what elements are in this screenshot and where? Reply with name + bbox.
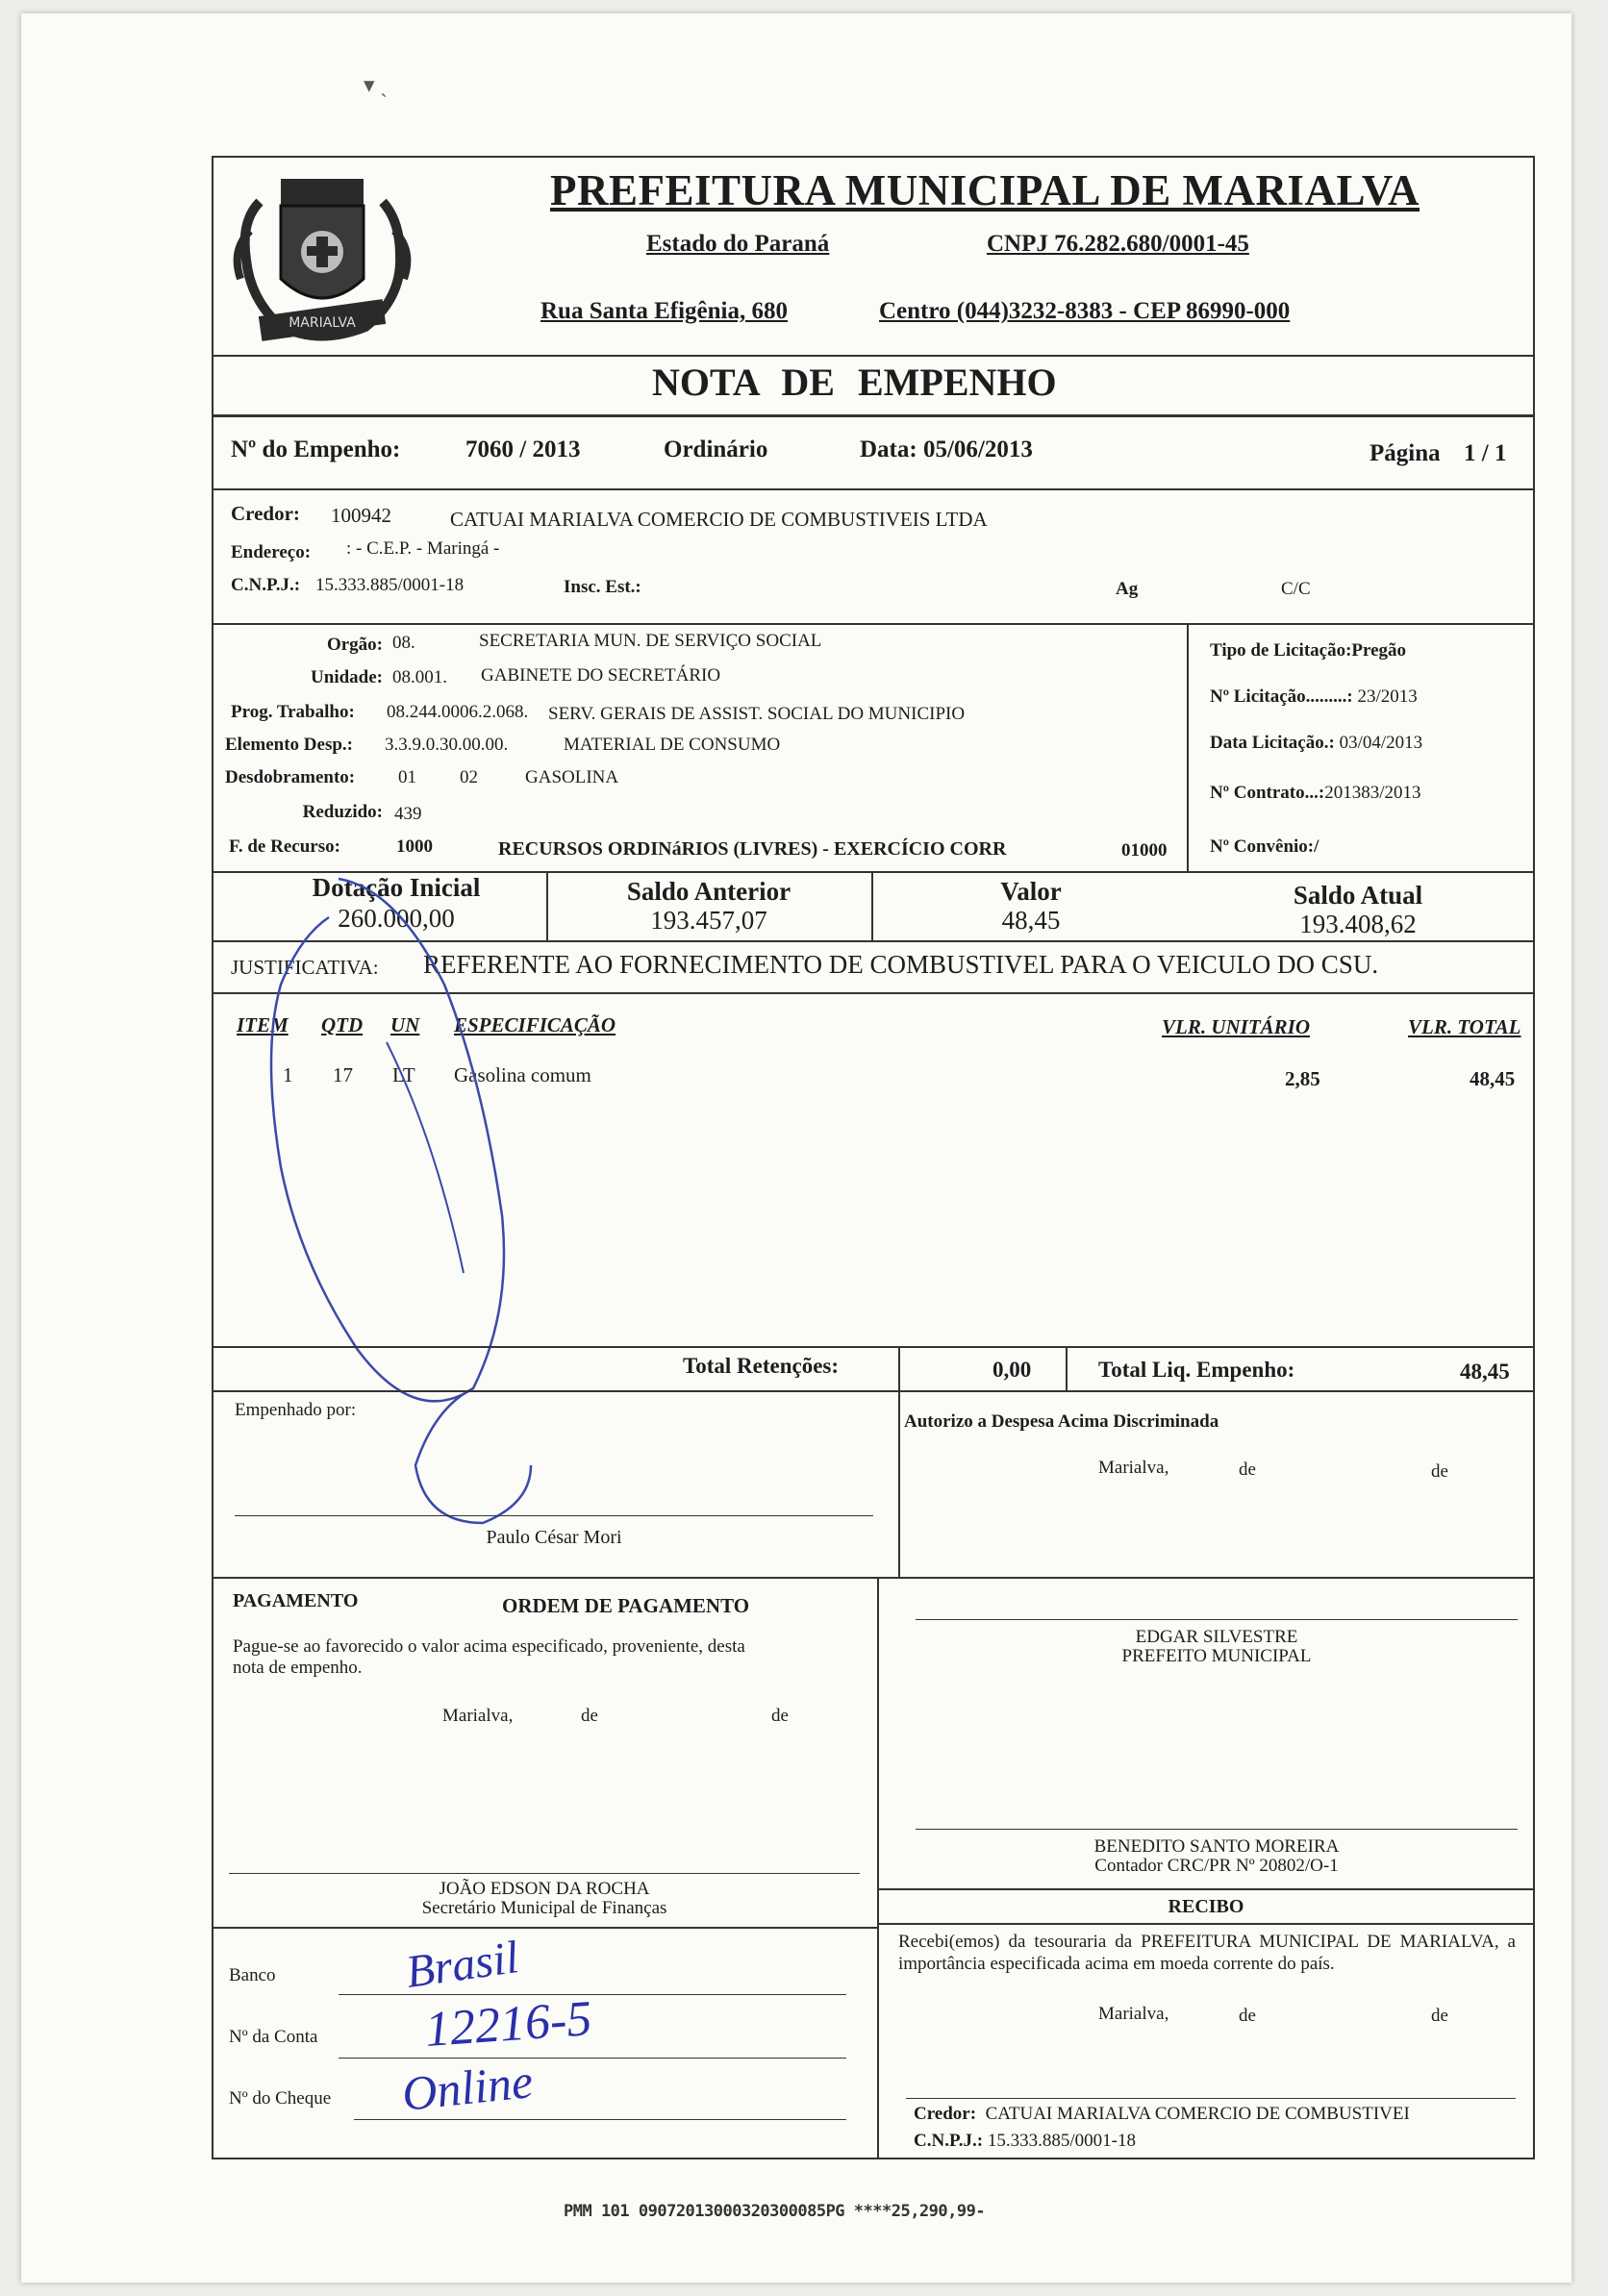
dotacao-value: 260.000,00 [338, 904, 455, 933]
recibo-de-1: de [1239, 2006, 1256, 2026]
saldo-atual-value: 193.408,62 [1299, 910, 1417, 938]
pagamento-text-1: Pague-se ao favorecido o valor acima especificado, proveniente, desta [233, 1636, 745, 1657]
contador-name: BENEDITO SANTO MOREIRA [1093, 1836, 1340, 1857]
valor-value: 48,45 [1001, 906, 1061, 935]
col-unit-value: VLR. UNITÁRIO [1162, 1015, 1311, 1038]
item-un: LT [392, 1063, 415, 1086]
empenho-type: Ordinário [664, 437, 768, 462]
col-spec: ESPECIFICAÇÃO [454, 1013, 616, 1036]
autorizo-city: Marialva, [1098, 1458, 1169, 1478]
unidade-code: 08.001. [392, 667, 447, 687]
item-spec: Gasolina comum [454, 1063, 591, 1086]
recibo-title: RECIBO [1168, 1896, 1244, 1917]
recibo-credor: Credor: CATUAI MARIALVA COMERCIO DE COMBUSTIVEI [914, 2104, 1410, 2124]
dotacao-label: Dotação Inicial [312, 873, 481, 902]
desdobramento-name: GASOLINA [525, 767, 619, 787]
crest-banner-text: MARIALVA [289, 315, 356, 331]
page-label: Página [1369, 440, 1441, 466]
elemento-label: Elemento Desp.: [225, 735, 353, 755]
document-title: NOTA DE EMPENHO [652, 361, 1057, 404]
autorizo-de-2: de [1431, 1461, 1448, 1482]
recurso-code: 1000 [396, 836, 433, 857]
empenhado-name: Paulo César Mori [486, 1527, 622, 1548]
page-number: 1 / 1 [1464, 440, 1507, 466]
col-un: UN [390, 1013, 420, 1036]
municipality-cnpj: CNPJ 76.282.680/0001-45 [987, 231, 1249, 257]
credor-code: 100942 [331, 504, 391, 527]
licitacao-number: Nº Licitação.........: 23/2013 [1210, 686, 1418, 707]
recibo-city: Marialva, [1098, 2004, 1169, 2024]
street-address: Rua Santa Efigênia, 680 [540, 298, 788, 324]
recibo-de-2: de [1431, 2006, 1448, 2026]
conta-handwritten: 12216-5 [423, 1991, 594, 2058]
agency-label: Ag [1116, 579, 1139, 599]
credor-cnpj-label: C.N.P.J.: [231, 575, 301, 595]
elemento-name: MATERIAL DE CONSUMO [564, 735, 781, 755]
col-total-value: VLR. TOTAL [1408, 1015, 1521, 1038]
desdobramento-b: 02 [460, 767, 478, 787]
convenio-number: Nº Convênio:/ [1210, 836, 1319, 857]
saldo-anterior-value: 193.457,07 [650, 906, 767, 935]
account-label: C/C [1281, 579, 1311, 599]
elemento-code: 3.3.9.0.30.00.00. [385, 735, 509, 755]
pagamento-text-2: nota de empenho. [233, 1658, 363, 1678]
col-qtd: QTD [321, 1013, 364, 1036]
credor-name: CATUAI MARIALVA COMERCIO DE COMBUSTIVEIS LTDA [450, 508, 988, 531]
handwritten-strike-mark [242, 850, 550, 1542]
licitacao-type: Tipo de Licitação:Pregão [1210, 640, 1407, 661]
empenho-date: Data: 05/06/2013 [860, 437, 1033, 462]
licitacao-date: Data Licitação.: 03/04/2013 [1210, 733, 1423, 753]
prog-code: 08.244.0006.2.068. [387, 702, 529, 722]
reduzido-label: Reduzido: [302, 802, 383, 822]
footer-code: PMM 101 09072013000320300085PG ****25,290,99- [564, 2202, 986, 2221]
total-liquido-label: Total Liq. Empenho: [1098, 1358, 1295, 1382]
stamp-mark: ▾ ˎ [364, 73, 388, 97]
justificativa-text: REFERENTE AO FORNECIMENTO DE COMBUSTIVEL PARA O VEICULO DO CSU. [423, 950, 1379, 979]
address-label: Endereço: [231, 542, 312, 562]
cheque-handwritten: Online [399, 2054, 536, 2121]
item-unit-value: 2,85 [1285, 1067, 1320, 1090]
municipal-crest-icon [221, 163, 423, 354]
valor-label: Valor [1000, 877, 1062, 906]
secretario-name: JOÃO EDSON DA ROCHA [439, 1879, 650, 1899]
credor-label: Credor: [231, 502, 300, 525]
prog-label: Prog. Trabalho: [231, 702, 355, 722]
pagamento-label: PAGAMENTO [233, 1590, 359, 1611]
recurso-label: F. de Recurso: [229, 836, 340, 857]
unidade-label: Unidade: [311, 667, 383, 687]
desdobramento-a: 01 [398, 767, 416, 787]
orgao-name: SECRETARIA MUN. DE SERVIÇO SOCIAL [479, 631, 822, 651]
banco-handwritten: Brasil [402, 1932, 522, 1998]
prefeito-name: EDGAR SILVESTRE [1135, 1627, 1298, 1647]
total-liquido-value: 48,45 [1460, 1360, 1510, 1384]
prog-name: SERV. GERAIS DE ASSIST. SOCIAL DO MUNICIPIO [548, 704, 966, 724]
contrato-number: Nº Contrato...:201383/2013 [1210, 783, 1421, 803]
state-name: Estado do Paraná [646, 231, 830, 257]
contador-role: Contador CRC/PR Nº 20802/O-1 [1094, 1856, 1339, 1876]
recibo-cnpj: C.N.P.J.: 15.333.885/0001-18 [914, 2131, 1136, 2151]
secretario-role: Secretário Municipal de Finanças [421, 1898, 667, 1918]
conta-label: Nº da Conta [229, 2027, 318, 2047]
document-page [21, 13, 1571, 2283]
banco-label: Banco [229, 1965, 276, 1985]
col-item: ITEM [237, 1013, 289, 1036]
pagamento-de-2: de [771, 1706, 789, 1726]
ordem-pagamento-label: ORDEM DE PAGAMENTO [502, 1594, 750, 1617]
item-number: 1 [283, 1063, 293, 1086]
empenho-number-label: Nº do Empenho: [231, 437, 401, 462]
item-qtd: 17 [333, 1063, 353, 1086]
autorizo-label: Autorizo a Despesa Acima Discriminada [904, 1411, 1219, 1432]
unidade-name: GABINETE DO SECRETÁRIO [481, 665, 721, 686]
saldo-anterior-label: Saldo Anterior [626, 877, 791, 906]
address-details: Centro (044)3232-8383 - CEP 86990-000 [879, 298, 1291, 324]
justificativa-label: JUSTIFICATIVA: [231, 956, 379, 979]
insc-est-label: Insc. Est.: [564, 577, 641, 597]
retencoes-value: 0,00 [992, 1358, 1032, 1382]
empenho-number: 7060 / 2013 [465, 437, 581, 462]
pagamento-city: Marialva, [442, 1706, 514, 1726]
orgao-code: 08. [392, 633, 415, 653]
empenho-form [212, 156, 1535, 2159]
municipality-title: PREFEITURA MUNICIPAL DE MARIALVA [550, 166, 1420, 214]
reduzido-value: 439 [394, 804, 422, 824]
autorizo-de-1: de [1239, 1460, 1256, 1480]
item-total-value: 48,45 [1470, 1067, 1516, 1090]
cheque-label: Nº do Cheque [229, 2088, 332, 2109]
credor-address: : - C.E.P. - Maringá - [346, 538, 500, 559]
retencoes-label: Total Retenções: [683, 1354, 840, 1378]
saldo-atual-label: Saldo Atual [1293, 881, 1423, 910]
desdobramento-label: Desdobramento: [225, 767, 356, 787]
pagamento-de-1: de [581, 1706, 598, 1726]
recibo-text: Recebi(emos) da tesouraria da PREFEITURA MUNICIPAL DE MARIALVA, a importância especificada acima em moeda corrente do país. [898, 1932, 1516, 1974]
credor-cnpj: 15.333.885/0001-18 [315, 575, 465, 595]
orgao-label: Orgão: [326, 635, 383, 655]
empenhado-label: Empenhado por: [235, 1400, 357, 1420]
recurso-number: 01000 [1121, 840, 1168, 861]
prefeito-role: PREFEITO MUNICIPAL [1121, 1646, 1312, 1666]
recurso-name: RECURSOS ORDINáRIOS (LIVRES) - EXERCÍCIO CORR [498, 838, 1007, 860]
